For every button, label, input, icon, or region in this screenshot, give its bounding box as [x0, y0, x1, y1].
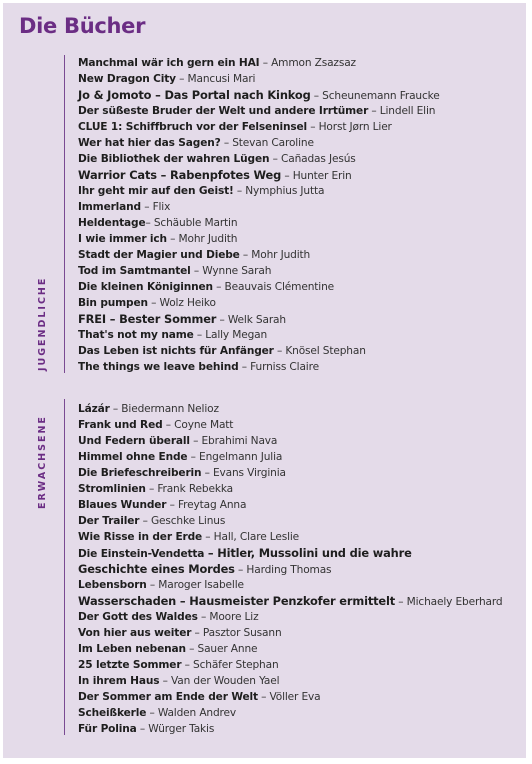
book-author: – Walden Andrev	[146, 707, 237, 719]
book-title: Himmel ohne Ende	[78, 451, 188, 463]
book-entry	[78, 433, 503, 449]
book-author: – Cañadas Jesús	[269, 153, 356, 165]
book-entry	[78, 183, 440, 199]
section-divider-line	[64, 55, 65, 373]
book-author: – Van der Wouden Yael	[159, 675, 280, 687]
book-author: – Sauer Anne	[185, 643, 258, 655]
book-title: Und Federn überall	[78, 435, 190, 447]
book-entry	[78, 103, 440, 119]
section-label: JUGENDLICHE	[37, 276, 48, 371]
book-title: Wie Risse in der Erde	[78, 531, 203, 543]
book-title: 25 letzte Sommer	[78, 659, 182, 671]
book-author: – Harding Thomas	[234, 564, 332, 576]
book-author: – Welk Sarah	[216, 314, 286, 326]
book-entry	[78, 359, 440, 375]
book-list	[78, 55, 440, 375]
book-author: – Lally Megan	[193, 329, 268, 341]
book-entry	[78, 561, 503, 577]
book-author: – Pasztor Susann	[191, 627, 282, 639]
book-title: Die Einstein-Vendetta	[78, 548, 208, 560]
book-title: Im Leben nebenan	[78, 643, 186, 655]
book-entry	[78, 689, 503, 705]
book-entry	[78, 577, 503, 593]
book-title: Lebensborn	[78, 579, 147, 591]
book-title: Manchmal wär ich gern ein HAI	[78, 57, 260, 69]
book-title: – Hitler, Mussolini und die wahre	[207, 546, 412, 560]
book-title: Jo & Jomoto – Das Portal nach Kinkog	[78, 88, 311, 102]
book-list	[78, 401, 503, 737]
book-title: Tod im Samtmantel	[78, 265, 191, 277]
book-entry	[78, 625, 503, 641]
book-title: New Dragon City	[78, 73, 176, 85]
book-title: Ihr geht mir auf den Geist!	[78, 185, 234, 197]
book-entry	[78, 721, 503, 737]
book-entry	[78, 199, 440, 215]
book-author: – Schäuble Martin	[145, 217, 238, 229]
book-author: – Beauvais Clémentine	[212, 281, 335, 293]
book-title: In ihrem Haus	[78, 675, 160, 687]
book-entry	[78, 657, 503, 673]
book-title: Immerland	[78, 201, 141, 213]
book-author: – Hunter Erin	[281, 170, 352, 182]
book-entry	[78, 545, 503, 561]
book-title: Der Gott des Waldes	[78, 611, 198, 623]
book-title: Lázár	[78, 403, 110, 415]
book-entry	[78, 87, 440, 103]
book-entry	[78, 609, 503, 625]
book-title: Der Trailer	[78, 515, 140, 527]
book-author: – Geschke Linus	[139, 515, 226, 527]
book-title: Frank und Red	[78, 419, 163, 431]
book-title: Für Polina	[78, 723, 137, 735]
book-title: Der süßeste Bruder der Welt und andere Irrtümer	[78, 105, 369, 117]
book-title: FREI – Bester Sommer	[78, 312, 217, 326]
book-author: – Schäfer Stephan	[181, 659, 279, 671]
book-author: – Knösel Stephan	[273, 345, 366, 357]
section-label: ERWACHSENE	[37, 415, 48, 509]
book-entry	[78, 167, 440, 183]
book-entry	[78, 705, 503, 721]
book-title: Das Leben ist nichts für Anfänger	[78, 345, 274, 357]
book-title: Bin pumpen	[78, 297, 148, 309]
book-author: – Frank Rebekka	[145, 483, 233, 495]
book-entry	[78, 263, 440, 279]
book-entry	[78, 311, 440, 327]
book-title: Heldentage	[78, 217, 146, 229]
book-author: – Scheunemann Fraucke	[310, 90, 440, 102]
book-author: – Mohr Judith	[166, 233, 238, 245]
book-entry	[78, 231, 440, 247]
book-author: – Würger Takis	[136, 723, 215, 735]
book-title: Blaues Wunder	[78, 499, 167, 511]
book-author: – Freytag Anna	[166, 499, 247, 511]
book-author: – Ammon Zsazsaz	[259, 57, 356, 69]
book-title: Von hier aus weiter	[78, 627, 192, 639]
book-entry	[78, 295, 440, 311]
page-title: Die Bücher	[19, 14, 146, 38]
book-list-panel	[3, 3, 526, 758]
book-author: – Flix	[140, 201, 171, 213]
book-title: Die Bibliothek der wahren Lügen	[78, 153, 270, 165]
book-author: – Furniss Claire	[238, 361, 319, 373]
book-entry	[78, 641, 503, 657]
book-author: – Engelmann Julia	[187, 451, 283, 463]
book-author: – Mancusi Mari	[175, 73, 256, 85]
book-entry	[78, 343, 440, 359]
book-title: Wer hat hier das Sagen?	[78, 137, 221, 149]
book-author: – Wynne Sarah	[190, 265, 272, 277]
book-entry	[78, 247, 440, 263]
book-author: – Lindell Elin	[368, 105, 436, 117]
book-author: – Horst Jørn Lier	[307, 121, 392, 133]
book-title: That's not my name	[78, 329, 194, 341]
book-entry	[78, 119, 440, 135]
book-title: Scheißkerle	[78, 707, 147, 719]
book-author: – Evans Virginia	[201, 467, 286, 479]
book-title: Warrior Cats – Rabenpfotes Weg	[78, 168, 282, 182]
book-title: Der Sommer am Ende der Welt	[78, 691, 258, 703]
book-entry	[78, 465, 503, 481]
book-entry	[78, 497, 503, 513]
book-title: The things we leave behind	[78, 361, 239, 373]
book-title: Stromlinien	[78, 483, 146, 495]
book-author: – Mohr Judith	[239, 249, 311, 261]
book-title: Die kleinen Königinnen	[78, 281, 213, 293]
book-author: – Hall, Clare Leslie	[202, 531, 300, 543]
book-entry	[78, 417, 503, 433]
book-title: I wie immer ich	[78, 233, 167, 245]
book-author: – Völler Eva	[257, 691, 321, 703]
book-author: – Biedermann Nelioz	[109, 403, 219, 415]
book-entry	[78, 135, 440, 151]
book-entry	[78, 593, 503, 609]
book-entry	[78, 327, 440, 343]
book-entry	[78, 449, 503, 465]
book-entry	[78, 673, 503, 689]
book-author: – Ebrahimi Nava	[189, 435, 278, 447]
book-entry	[78, 279, 440, 295]
book-entry	[78, 481, 503, 497]
book-entry	[78, 401, 503, 417]
book-author: – Maroger Isabelle	[146, 579, 244, 591]
book-author: – Moore Liz	[197, 611, 259, 623]
book-author: – Wolz Heiko	[147, 297, 216, 309]
book-title: Wasserschaden – Hausmeister Penzkofer ermittelt	[78, 594, 396, 608]
book-entry	[78, 55, 440, 71]
book-author: – Nymphius Jutta	[233, 185, 325, 197]
book-title: Geschichte eines Mordes	[78, 562, 235, 576]
book-entry	[78, 513, 503, 529]
book-entry	[78, 151, 440, 167]
book-author: – Michaely Eberhard	[395, 596, 503, 608]
book-title: Die Briefeschreiberin	[78, 467, 202, 479]
book-entry	[78, 215, 440, 231]
book-title: CLUE 1: Schiffbruch vor der Felseninsel	[78, 121, 308, 133]
book-entry	[78, 529, 503, 545]
book-title: Stadt der Magier und Diebe	[78, 249, 240, 261]
book-entry	[78, 71, 440, 87]
section-divider-line	[64, 399, 65, 735]
book-author: – Stevan Caroline	[220, 137, 314, 149]
book-author: – Coyne Matt	[162, 419, 234, 431]
